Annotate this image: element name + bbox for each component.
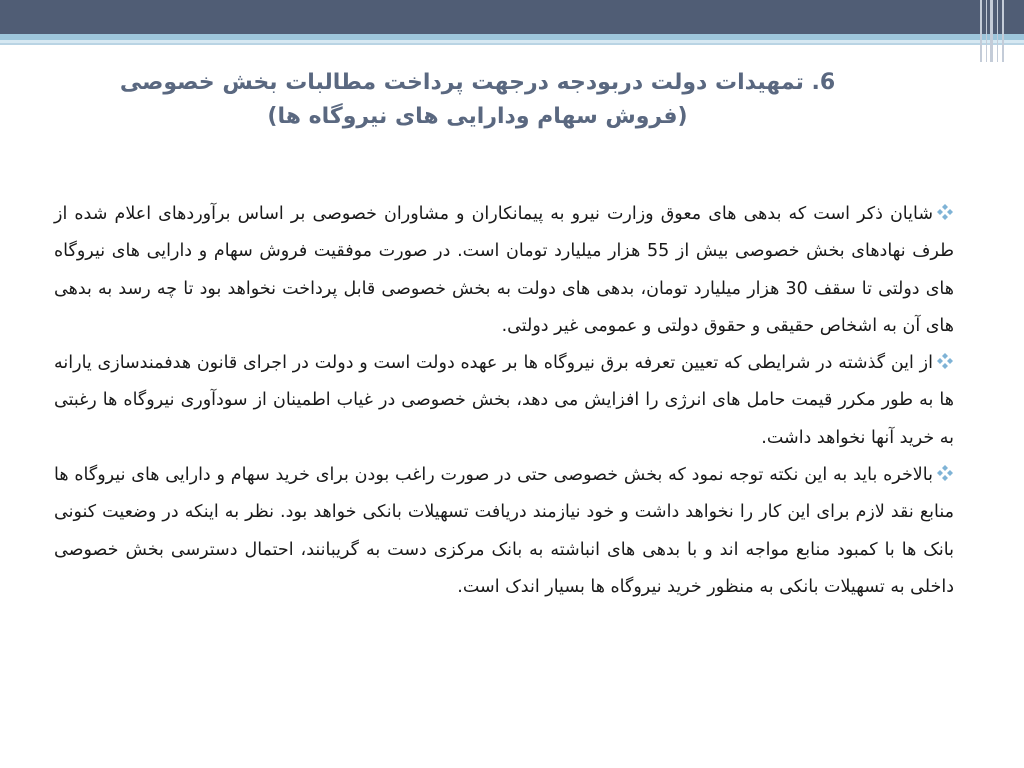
slide-title-line-2: (فروش سهام ودارایی های نیروگاه ها) xyxy=(267,104,688,129)
bullet-paragraph xyxy=(54,457,954,606)
slide-title xyxy=(60,66,895,134)
decorative-vertical-lines xyxy=(980,0,1012,62)
four-diamond-bullet-icon xyxy=(936,465,954,481)
paragraph-text: شایان ذکر است که بدهی های معوق وزارت نیرو به پیمانکاران و مشاوران خصوصی بر اساس برآوردهای اعلام شده از طرف نهادهای بخش خصوصی بیش از 55 هزار میلیارد تومان است. در صورت موفقیت فروش سهام و دارایی های نیروگاه های دولتی تا سقف 30 هزار میلیارد تومان، بدهی های دولت به بخش خصوصی قابل پرداخت نخواهد بود تا چه رسد به بدهی های آن به اشخاص حقیقی و حقوق دولتی و عمومی غیر دولتی. xyxy=(54,204,954,336)
header-accent-stripe-thin xyxy=(0,43,1024,45)
bullet-paragraph xyxy=(54,196,954,345)
slide-title-line-1: 6. تمهیدات دولت دربودجه درجهت پرداخت مطالبات بخش خصوصی xyxy=(119,70,836,95)
bullet-paragraph xyxy=(54,345,954,457)
paragraph-text: از این گذشته در شرایطی که تعیین تعرفه برق نیروگاه ها بر عهده دولت است و دولت در اجرای قانون هدفمندسازی یارانه ها به طور مکرر قیمت حامل های انرژی را افزایش می دهد، بخش خصوصی در غیاب اطمینان از سودآوری نیروگاه ها رغبتی به خرید آنها نخواهد داشت. xyxy=(54,353,954,448)
four-diamond-bullet-icon xyxy=(936,204,954,220)
decorative-line xyxy=(997,0,998,62)
header-bar xyxy=(0,0,1024,34)
decorative-line xyxy=(990,0,993,62)
slide-body xyxy=(54,196,954,606)
decorative-line xyxy=(986,0,987,62)
decorative-line xyxy=(1002,0,1004,62)
decorative-line xyxy=(980,0,982,62)
four-diamond-bullet-icon xyxy=(936,353,954,369)
paragraph-text: بالاخره باید به این نکته توجه نمود که بخش خصوصی حتی در صورت راغب بودن برای خرید سهام و دارایی های نیروگاه ها منابع نقد لازم برای این کار را نخواهد داشت و خود نیازمند دریافت تسهیلات بانکی خواهد بود. نظر به اینکه در وضعیت کنونی بانک ها با کمبود منابع مواجه اند و با بدهی های انباشته به بانک مرکزی دست به گریبانند، احتمال دسترسی بخش خصوصی داخلی به تسهیلات بانکی به منظور خرید نیروگاه ها بسیار اندک است. xyxy=(54,465,954,597)
